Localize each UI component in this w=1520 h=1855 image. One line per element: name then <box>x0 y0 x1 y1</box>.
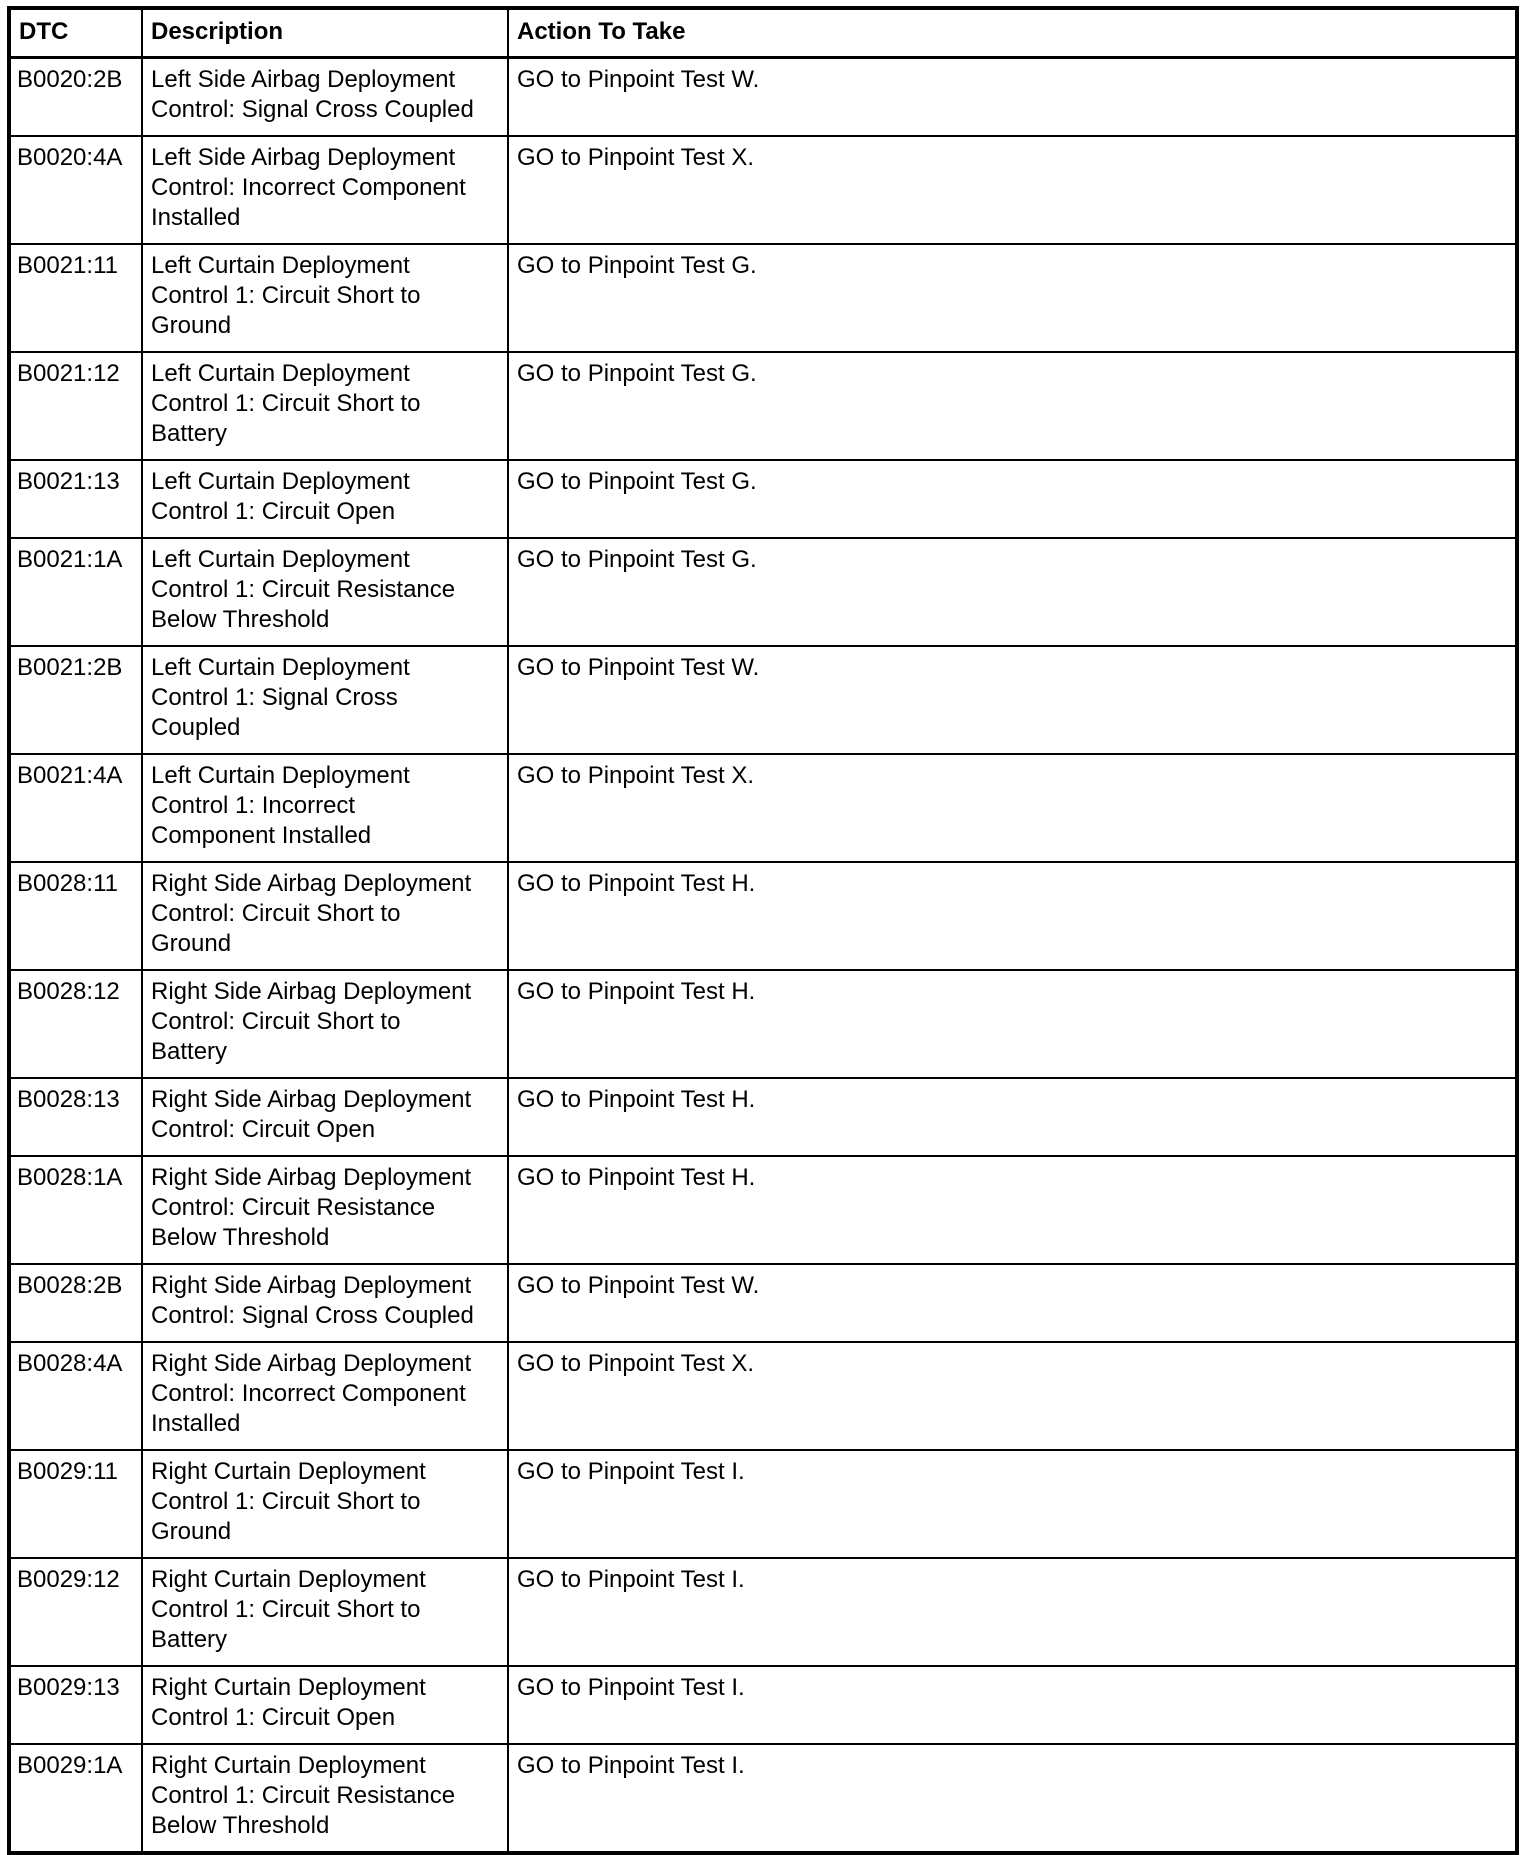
table-body <box>9 58 1517 1854</box>
description-line: Control 1: Circuit Short to <box>151 390 421 417</box>
action-cell: GO to Pinpoint Test W. <box>508 58 1517 137</box>
header-row <box>9 8 1517 58</box>
table-row <box>9 1450 1517 1558</box>
description-line: Battery <box>151 1038 228 1065</box>
action-cell: GO to Pinpoint Test G. <box>508 352 1517 460</box>
table-row <box>9 1558 1517 1666</box>
description-line: Right Side Airbag Deployment <box>151 1272 472 1299</box>
action-cell: GO to Pinpoint Test H. <box>508 1156 1517 1264</box>
description-line: Coupled <box>151 714 241 741</box>
action-cell: GO to Pinpoint Test I. <box>508 1666 1517 1744</box>
action-cell: GO to Pinpoint Test G. <box>508 460 1517 538</box>
table-row <box>9 1744 1517 1853</box>
description-cell <box>142 646 508 754</box>
header-description: Description <box>142 8 508 58</box>
description-cell <box>142 538 508 646</box>
description-line: Right Side Airbag Deployment <box>151 870 472 897</box>
table-row <box>9 136 1517 244</box>
description-line: Control 1: Circuit Resistance <box>151 576 456 603</box>
dtc-code-cell: B0029:1A <box>9 1744 142 1853</box>
dtc-code-cell: B0029:12 <box>9 1558 142 1666</box>
description-line: Left Curtain Deployment <box>151 546 410 573</box>
table-row <box>9 1156 1517 1264</box>
description-cell <box>142 244 508 352</box>
description-line: Ground <box>151 312 232 339</box>
description-line: Right Curtain Deployment <box>151 1458 426 1485</box>
dtc-code-cell: B0029:11 <box>9 1450 142 1558</box>
description-line: Control: Circuit Short to <box>151 900 401 927</box>
table-row <box>9 970 1517 1078</box>
header-action: Action To Take <box>508 8 1517 58</box>
description-line: Control 1: Circuit Short to <box>151 1596 421 1623</box>
action-cell: GO to Pinpoint Test I. <box>508 1744 1517 1853</box>
description-line: Right Side Airbag Deployment <box>151 1086 472 1113</box>
action-cell: GO to Pinpoint Test W. <box>508 646 1517 754</box>
description-cell <box>142 1342 508 1450</box>
description-cell <box>142 1264 508 1342</box>
table-header <box>9 8 1517 58</box>
dtc-code-cell: B0021:13 <box>9 460 142 538</box>
action-cell: GO to Pinpoint Test I. <box>508 1450 1517 1558</box>
table-row <box>9 244 1517 352</box>
description-cell <box>142 1156 508 1264</box>
description-line: Left Curtain Deployment <box>151 762 410 789</box>
description-line: Left Curtain Deployment <box>151 360 410 387</box>
description-line: Control 1: Circuit Short to <box>151 282 421 309</box>
description-line: Below Threshold <box>151 1224 330 1251</box>
description-line: Control: Circuit Open <box>151 1116 376 1143</box>
description-cell <box>142 58 508 137</box>
description-cell <box>142 1078 508 1156</box>
description-line: Control 1: Circuit Short to <box>151 1488 421 1515</box>
action-cell: GO to Pinpoint Test W. <box>508 1264 1517 1342</box>
description-line: Installed <box>151 204 241 231</box>
description-line: Control: Signal Cross Coupled <box>151 96 474 123</box>
dtc-code-cell: B0028:12 <box>9 970 142 1078</box>
table-row <box>9 1264 1517 1342</box>
description-line: Control: Circuit Resistance <box>151 1194 436 1221</box>
description-line: Left Curtain Deployment <box>151 654 410 681</box>
description-line: Control 1: Circuit Open <box>151 498 396 525</box>
dtc-code-cell: B0029:13 <box>9 1666 142 1744</box>
dtc-code-cell: B0028:2B <box>9 1264 142 1342</box>
table-row <box>9 1342 1517 1450</box>
description-line: Right Side Airbag Deployment <box>151 1164 472 1191</box>
action-cell: GO to Pinpoint Test H. <box>508 1078 1517 1156</box>
description-line: Right Curtain Deployment <box>151 1674 426 1701</box>
description-line: Left Curtain Deployment <box>151 252 410 279</box>
action-cell: GO to Pinpoint Test H. <box>508 862 1517 970</box>
table-row <box>9 1666 1517 1744</box>
description-line: Component Installed <box>151 822 372 849</box>
description-line: Battery <box>151 1626 228 1653</box>
description-cell <box>142 1744 508 1853</box>
table-row <box>9 538 1517 646</box>
description-cell <box>142 460 508 538</box>
description-cell <box>142 754 508 862</box>
description-line: Left Side Airbag Deployment <box>151 144 456 171</box>
dtc-code-cell: B0021:11 <box>9 244 142 352</box>
description-cell <box>142 352 508 460</box>
table-row <box>9 754 1517 862</box>
description-line: Battery <box>151 420 228 447</box>
dtc-code-cell: B0028:11 <box>9 862 142 970</box>
table-row <box>9 58 1517 137</box>
description-cell <box>142 1558 508 1666</box>
table-row <box>9 646 1517 754</box>
dtc-code-cell: B0028:13 <box>9 1078 142 1156</box>
action-cell: GO to Pinpoint Test H. <box>508 970 1517 1078</box>
dtc-code-cell: B0028:4A <box>9 1342 142 1450</box>
action-cell: GO to Pinpoint Test X. <box>508 136 1517 244</box>
description-line: Control: Incorrect Component <box>151 174 466 201</box>
description-line: Below Threshold <box>151 606 330 633</box>
dtc-table <box>7 6 1519 1855</box>
description-line: Below Threshold <box>151 1812 330 1839</box>
description-cell <box>142 862 508 970</box>
description-line: Right Curtain Deployment <box>151 1566 426 1593</box>
dtc-code-cell: B0028:1A <box>9 1156 142 1264</box>
dtc-code-cell: B0020:2B <box>9 58 142 137</box>
description-line: Right Side Airbag Deployment <box>151 1350 472 1377</box>
dtc-code-cell: B0021:4A <box>9 754 142 862</box>
description-cell <box>142 1666 508 1744</box>
action-cell: GO to Pinpoint Test G. <box>508 538 1517 646</box>
dtc-code-cell: B0021:12 <box>9 352 142 460</box>
description-line: Control 1: Signal Cross <box>151 684 398 711</box>
description-line: Ground <box>151 1518 232 1545</box>
description-line: Right Curtain Deployment <box>151 1752 426 1779</box>
action-cell: GO to Pinpoint Test X. <box>508 1342 1517 1450</box>
description-cell <box>142 970 508 1078</box>
description-line: Ground <box>151 930 232 957</box>
description-line: Control: Signal Cross Coupled <box>151 1302 474 1329</box>
action-cell: GO to Pinpoint Test I. <box>508 1558 1517 1666</box>
description-cell <box>142 1450 508 1558</box>
table-row <box>9 460 1517 538</box>
description-line: Control 1: Circuit Resistance <box>151 1782 456 1809</box>
description-line: Left Side Airbag Deployment <box>151 66 456 93</box>
description-line: Installed <box>151 1410 241 1437</box>
table-row <box>9 862 1517 970</box>
table-row <box>9 1078 1517 1156</box>
header-dtc: DTC <box>9 8 142 58</box>
description-line: Control 1: Incorrect <box>151 792 356 819</box>
description-cell <box>142 136 508 244</box>
description-line: Left Curtain Deployment <box>151 468 410 495</box>
action-cell: GO to Pinpoint Test G. <box>508 244 1517 352</box>
description-line: Control: Circuit Short to <box>151 1008 401 1035</box>
dtc-code-cell: B0020:4A <box>9 136 142 244</box>
description-line: Control 1: Circuit Open <box>151 1704 396 1731</box>
action-cell: GO to Pinpoint Test X. <box>508 754 1517 862</box>
table-row <box>9 352 1517 460</box>
dtc-code-cell: B0021:2B <box>9 646 142 754</box>
description-line: Right Side Airbag Deployment <box>151 978 472 1005</box>
dtc-code-cell: B0021:1A <box>9 538 142 646</box>
description-line: Control: Incorrect Component <box>151 1380 466 1407</box>
